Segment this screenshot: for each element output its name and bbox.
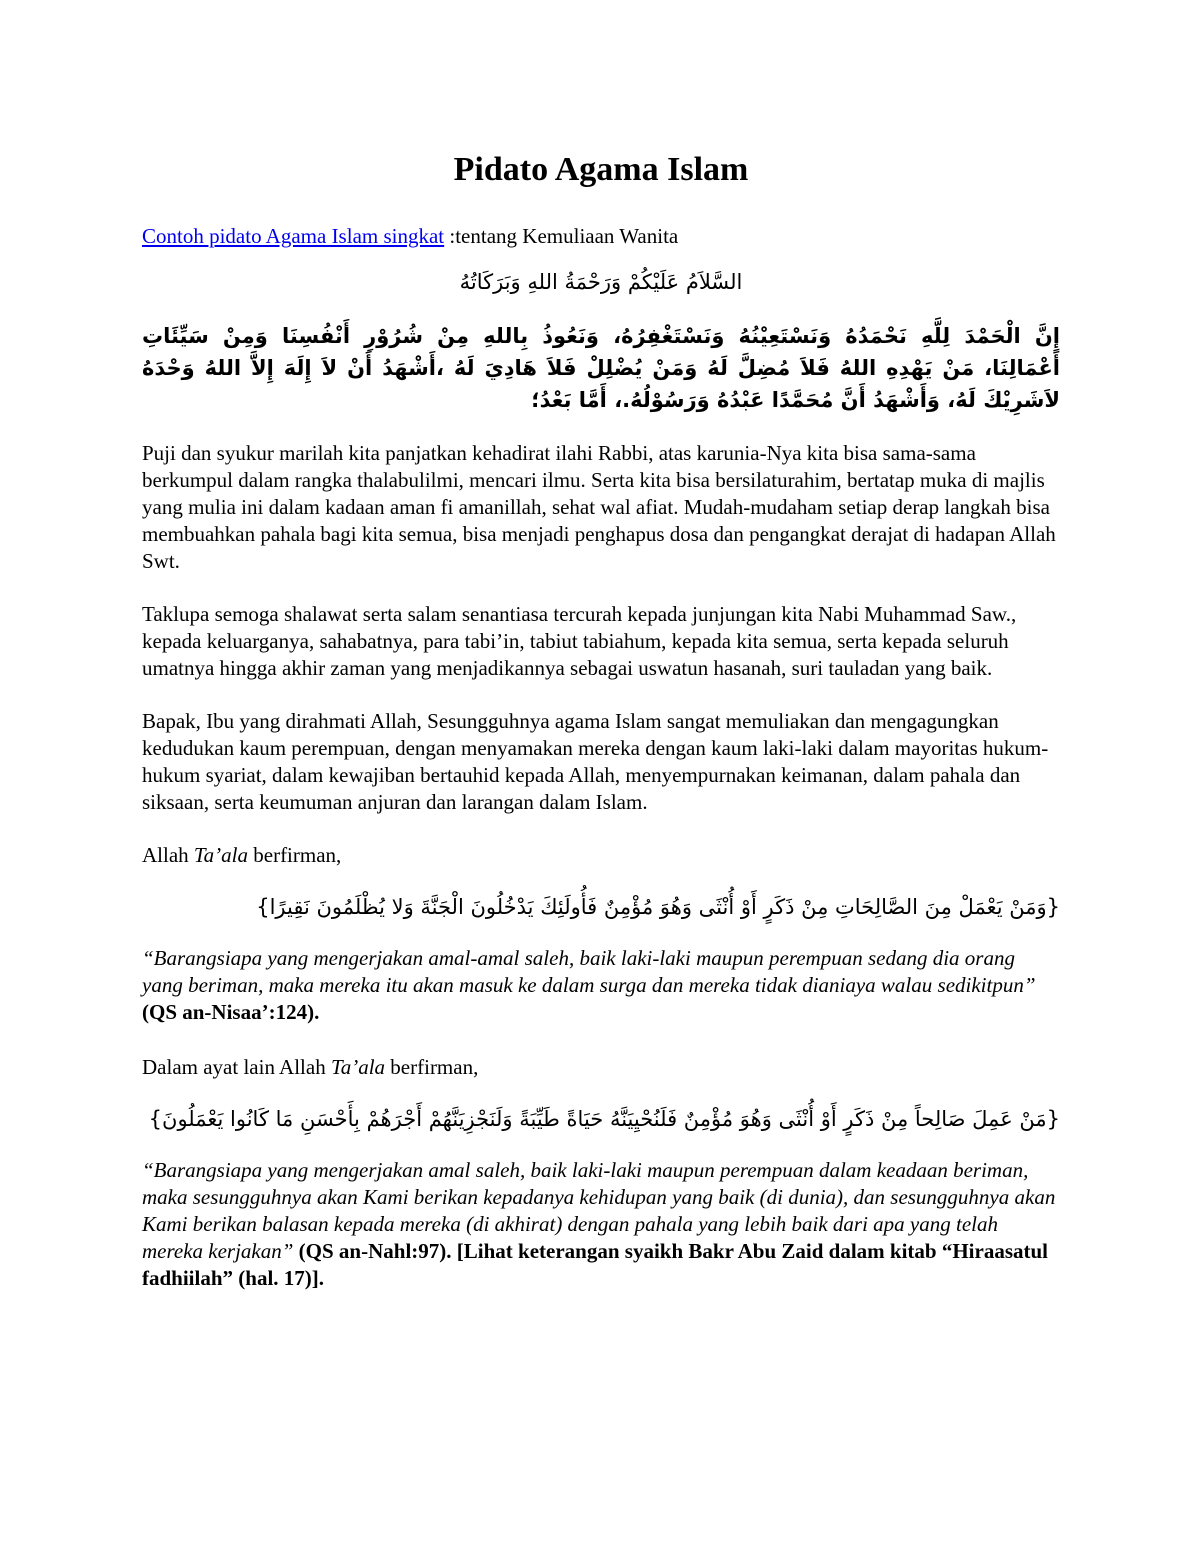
firman-line-1 bbox=[142, 842, 1060, 869]
paragraph-puji: Puji dan syukur marilah kita panjatkan kehadirat ilahi Rabbi, atas karunia-Nya kita bisa sama-sama berkumpul dalam rangka thalabulilmi, mencari ilmu. Serta kita bisa bersilaturahim, bertatap muka di majlis yang mulia ini dalam kadaan aman fi amanillah, sehat wal afiat. Mudah-mudaham setiap derap langkah bisa membuahkan pahala bagi kita semua, bisa menjadi penghapus dosa dan pengangkat derajat di hadapan Allah Swt. bbox=[142, 440, 1056, 573]
intro-link[interactable]: Contoh pidato Agama Islam singkat bbox=[142, 223, 445, 248]
firman-line-2 bbox=[142, 1054, 1060, 1081]
arabic-salam: السَّلاَمُ عَلَيْكُمْ وَرَحْمَةُ اللهِ وَبَرَكَاتُهُ bbox=[459, 269, 743, 294]
firman-1-suffix: berfirman, bbox=[248, 842, 342, 867]
paragraph-kedudukan: Bapak, Ibu yang dirahmati Allah, Sesungguhnya agama Islam sangat memuliakan dan mengagungkan kedudukan kaum perempuan, dengan menyamakan mereka dengan kaum laki-laki dalam mayoritas hukum-hukum syariat, dalam kewajiban bertauhid kepada Allah, menyempurnakan keimanan, dalam pahala dan siksaan, serta keumuman anjuran dan larangan dalam Islam. bbox=[142, 708, 1049, 814]
intro-line bbox=[142, 223, 1060, 250]
quote-2-text: “Barangsiapa yang mengerjakan amal saleh, baik laki-laki maupun perempuan dalam keadaan beriman, maka sesungguhnya akan Kami berikan kepadanya kehidupan yang baik (di dunia), dan sesungguhnya akan Kami berikan balasan kepada mereka (di akhirat) dengan pahala yang lebih baik dari apa yang telah mereka kerjakan” bbox=[142, 1157, 1056, 1263]
arabic-verse-1: {وَمَنْ يَعْمَلْ مِنَ الصَّالِحَاتِ مِنْ ذَكَرٍ أَوْ أُنْثَى وَهُوَ مُؤْمِنٌ فَأُولَئِكَ يَدْخُلُونَ الْجَنَّةَ وَلا يُظْلَمُونَ نَقِيرًا} bbox=[256, 894, 1060, 919]
arabic-khutbah: إِنَّ الْحَمْدَ لِلَّهِ نَحْمَدُهُ وَنَسْتَعِيْنُهُ وَنَسْتَغْفِرُهُ، وَنَعُوذُ بِاللهِ مِنْ شُرُوْرِ أَنْفُسِنَا وَمِنْ سَيِّئَاتِ أَعْمَالِنَا، مَنْ يَهْدِهِ اللهُ فَلاَ مُضِلَّ لَهُ وَمَنْ يُضْلِلْ فَلاَ هَادِيَ لَهُ ،أَشْهَدُ أَنْ لاَ إِلَهَ إِلاَّ اللهُ وَحْدَهُ لاَشَرِيْكَ لَهُ، وَأَشْهَدُ أَنَّ مُحَمَّدًا عَبْدُهُ وَرَسُوْلُهُ.، أَمَّا بَعْدُ؛ bbox=[142, 323, 1060, 412]
firman-2-prefix: Dalam ayat lain Allah bbox=[142, 1054, 331, 1079]
quote-1-text: “Barangsiapa yang mengerjakan amal-amal saleh, baik laki-laki maupun perempuan sedang dia orang yang beriman, maka mereka itu akan masuk ke dalam surga dan mereka tidak dianiaya walau sedikitpun” bbox=[142, 945, 1036, 997]
document-page bbox=[142, 150, 1060, 1320]
paragraph-shalawat: Taklupa semoga shalawat serta salam senantiasa tercurah kepada junjungan kita Nabi Muhammad Saw., kepada keluarganya, sahabatnya, para tabi’in, tabiut tabiahum, kepada kita semua, serta kepada seluruh umatnya hingga akhir zaman yang menjadikannya sebagai uswatun hasanah, suri tauladan yang baik. bbox=[142, 601, 1017, 680]
firman-2-italic: Ta’ala bbox=[330, 1054, 386, 1079]
page-title: Pidato Agama Islam bbox=[453, 151, 749, 188]
translation-quote-1 bbox=[142, 945, 1060, 1026]
quote-1-citation: (QS an-Nisaa’:124). bbox=[142, 999, 320, 1024]
firman-2-suffix: berfirman, bbox=[385, 1054, 479, 1079]
quote-2-citation: (QS an-Nahl:97). [Lihat keterangan syaikh Bakr Abu Zaid dalam kitab “Hiraasatul fadhiilah” (hal. 17)]. bbox=[142, 1238, 1049, 1290]
intro-text: :tentang Kemuliaan Wanita bbox=[444, 223, 679, 248]
firman-1-prefix: Allah bbox=[142, 842, 194, 867]
translation-quote-2 bbox=[142, 1157, 1060, 1292]
arabic-verse-2: {مَنْ عَمِلَ صَالِحاً مِنْ ذَكَرٍ أَوْ أُنْثَى وَهُوَ مُؤْمِنٌ فَلَنُحْيِيَنَّهُ حَيَاةً طَيِّبَةً وَلَنَجْزِيَنَّهُمْ أَجْرَهُمْ بِأَحْسَنِ مَا كَانُوا يَعْمَلُونَ} bbox=[148, 1106, 1060, 1131]
firman-1-italic: Ta’ala bbox=[193, 842, 248, 867]
